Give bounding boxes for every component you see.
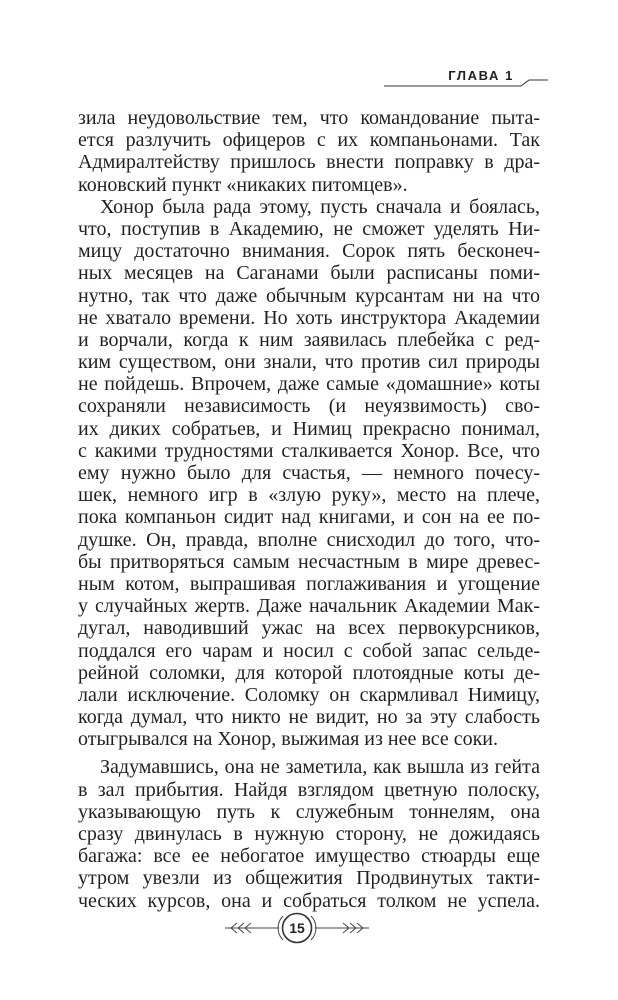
text-line: ным котом, выпрашивая поглаживания и угощение (78, 572, 540, 595)
text-line: ется разлучить офицеров с их компаньонами. Так (78, 129, 540, 152)
text-line: сразу двинулась в нужную сторону, не дожидаясь (78, 823, 540, 845)
text-line: багажа: все ее небогатое имущество стюарды еще (78, 845, 540, 868)
text-line: указывающую путь к служебным тоннелям, она (78, 800, 540, 823)
text-line: поддался его чарам и носил с собой запас сельде- (78, 639, 540, 662)
text-line: ему нужно было для счастья, — немного почесу- (78, 462, 540, 484)
text-line: когда думал, что никто не видит, но за эту слабость (78, 706, 540, 729)
text-line: их диких собратьев, и Нимиц прекрасно понимал, (78, 417, 540, 440)
text-line: ким существом, они знали, что против сил природы (78, 351, 540, 374)
text-line: сохраняли независимость (и неуязвимость) сво- (78, 395, 540, 418)
text-line: с какими трудностями сталкивается Хонор. Все, что (78, 439, 540, 462)
text-line: коновский пункт «никаких питомцев». (78, 173, 408, 196)
text-line: не хватало времени. Но хоть инструктора Академии (78, 306, 540, 329)
text-line: шек, немного игр в «злую руку», место на плече, (78, 484, 540, 507)
text-line: ческих курсов, она и собраться толком не успела. (78, 889, 540, 912)
text-line: зила неудовольствие тем, что командование пыта- (78, 107, 540, 129)
text-line: лали исключение. Соломку он скармливал Нимицу, (78, 683, 540, 706)
footer-ornament (217, 906, 377, 950)
text-line: ных месяцев на Саганами были расписаны поми- (78, 262, 540, 285)
text-line: что, поступив в Академию, не сможет уделять Ни- (78, 217, 540, 240)
text-line: бы притворяться самым несчастным в мире древес- (78, 550, 540, 573)
text-line: дугал, наводивший ужас на всех первокурсников, (78, 617, 540, 640)
text-line: нутно, так что даже обычным курсантам ни на что (78, 284, 540, 307)
text-line: Задумавшись, она не заметила, как вышла из гейта (100, 756, 540, 779)
text-line: душке. Он, правда, вполне снисходил до того, что- (78, 528, 540, 551)
body-text (78, 107, 540, 912)
right-arrow-ornament (311, 916, 369, 940)
left-arrow-ornament (225, 916, 283, 940)
paragraph (78, 107, 540, 196)
text-line: и ворчали, когда к ним заявилась плебейка с ред- (78, 328, 540, 351)
chapter-label: ГЛАВА 1 (448, 68, 514, 83)
text-line: мицу достаточно внимания. Сорок пять бесконеч- (78, 240, 540, 263)
text-line: Хонор была рада этому, пусть сначала и боялась, (100, 195, 540, 218)
text-line: в зал прибытия. Найдя взглядом цветную полоску, (78, 778, 540, 801)
page-number: 15 (289, 920, 305, 936)
text-line: отыгрывался на Хонор, выжимая из нее все соки. (78, 728, 498, 751)
text-line: пока компаньон сидит над книгами, и сон на ее по- (78, 506, 540, 529)
text-line: Адмиралтейству пришлось внести поправку в дра- (78, 151, 540, 174)
text-line: не пойдешь. Впрочем, даже самые «домашние» коты (78, 373, 540, 396)
paragraph (78, 196, 540, 751)
paragraph (78, 756, 540, 911)
header-rule (0, 0, 618, 100)
text-line: рейной соломки, для которой плотоядные коты де- (78, 661, 540, 684)
text-line: у случайных жертв. Даже начальник Академии Мак- (78, 595, 540, 618)
text-line: утром увезли из общежития Продвинутых такти- (78, 867, 540, 890)
